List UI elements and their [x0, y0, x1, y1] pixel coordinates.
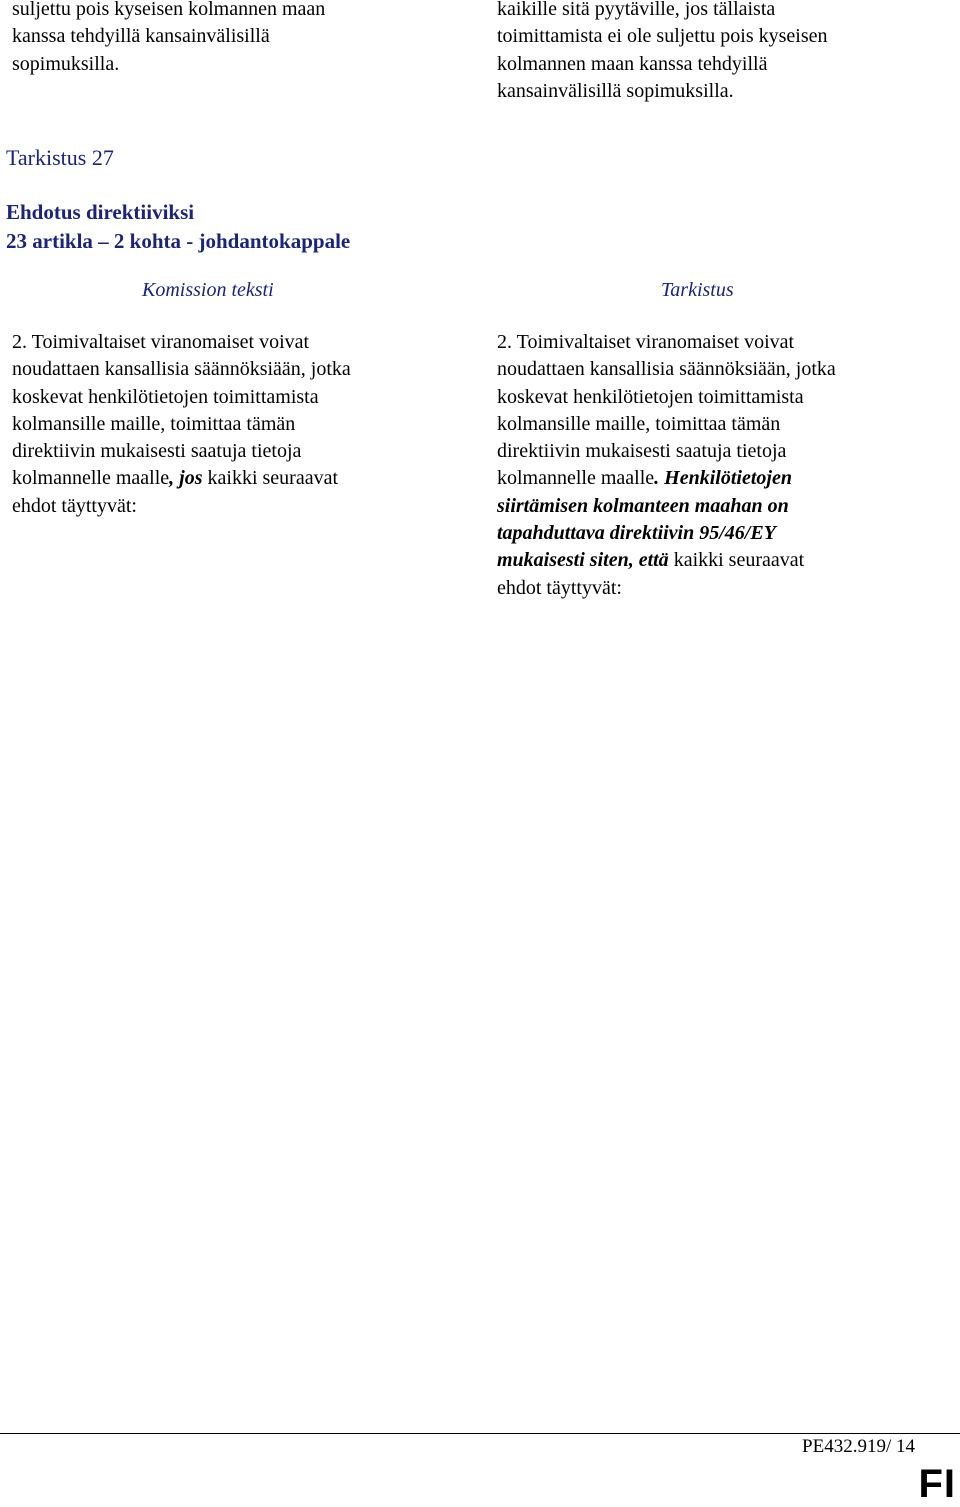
footer-divider	[0, 1433, 960, 1434]
prev-left-line: suljettu pois kyseisen kolmannen maan	[12, 0, 326, 20]
prev-left-line: sopimuksilla.	[12, 52, 120, 75]
prev-right-line: toimittamista ei ole suljettu pois kyseisen	[497, 25, 828, 48]
amendment-inserted-text: . Henkilötietojen	[654, 467, 792, 490]
prev-left-text	[12, 0, 482, 78]
amendment-line-9	[497, 547, 947, 574]
amendment-text-body	[497, 329, 947, 602]
amendment-line-6-plain: kolmannelle maalle	[497, 467, 655, 490]
amendment-line: ehdot täyttyvät:	[497, 576, 622, 599]
commission-text-body	[12, 329, 482, 520]
amendment-inserted-text: mukaisesti siten, että	[497, 549, 669, 572]
amendment-title: Tarkistus 27	[6, 145, 114, 170]
proposal-heading	[6, 198, 350, 256]
commission-line: 2. Toimivaltaiset viranomaiset voivat	[12, 331, 310, 353]
commission-line-6-plain: kolmannelle maalle	[12, 467, 170, 490]
amendment-inserted-line: siirtämisen kolmanteen maahan on	[497, 494, 789, 517]
document-reference: PE432.919/ 14	[802, 1436, 915, 1457]
commission-line-6	[12, 465, 482, 492]
commission-line-6-rest: kaikki seuraavat	[202, 467, 339, 490]
amendment-line-9-rest: kaikki seuraavat	[668, 549, 805, 572]
commission-text-header: Komission teksti	[142, 279, 274, 301]
prev-right-line: kolmannen maan kanssa tehdyillä	[497, 52, 768, 75]
commission-line: koskevat henkilötietojen toimittamista	[12, 385, 319, 408]
amendment-line: kolmansille maille, toimittaa tämän	[497, 412, 781, 435]
commission-line: noudattaen kansallisia säännöksiään, jotka	[12, 358, 351, 381]
amendment-inserted-line: tapahduttava direktiivin 95/46/EY	[497, 522, 776, 545]
amendment-line: koskevat henkilötietojen toimittamista	[497, 385, 804, 408]
amendment-line: 2. Toimivaltaiset viranomaiset voivat	[497, 331, 795, 353]
proposal-heading-line2: 23 artikla – 2 kohta - johdantokappale	[6, 229, 351, 253]
prev-right-text	[497, 0, 947, 105]
prev-right-line: kansainvälisillä sopimuksilla.	[497, 79, 734, 102]
proposal-heading-line1: Ehdotus direktiiviksi	[6, 200, 195, 224]
commission-line: kolmansille maille, toimittaa tämän	[12, 412, 296, 435]
commission-line: direktiivin mukaisesti saatuja tietoja	[12, 440, 302, 463]
prev-left-line: kanssa tehdyillä kansainvälisillä	[12, 25, 270, 48]
prev-right-line: kaikille sitä pyytäville, jos tällaista	[497, 0, 776, 20]
commission-line: ehdot täyttyvät:	[12, 494, 137, 517]
amendment-line-6	[497, 465, 947, 492]
amendment-line: direktiivin mukaisesti saatuja tietoja	[497, 440, 787, 463]
commission-deleted-text: , jos	[169, 467, 203, 490]
amendment-line: noudattaen kansallisia säännöksiään, jotka	[497, 358, 836, 381]
amendment-column-header: Tarkistus	[661, 279, 734, 301]
language-code: FI	[918, 1462, 956, 1506]
